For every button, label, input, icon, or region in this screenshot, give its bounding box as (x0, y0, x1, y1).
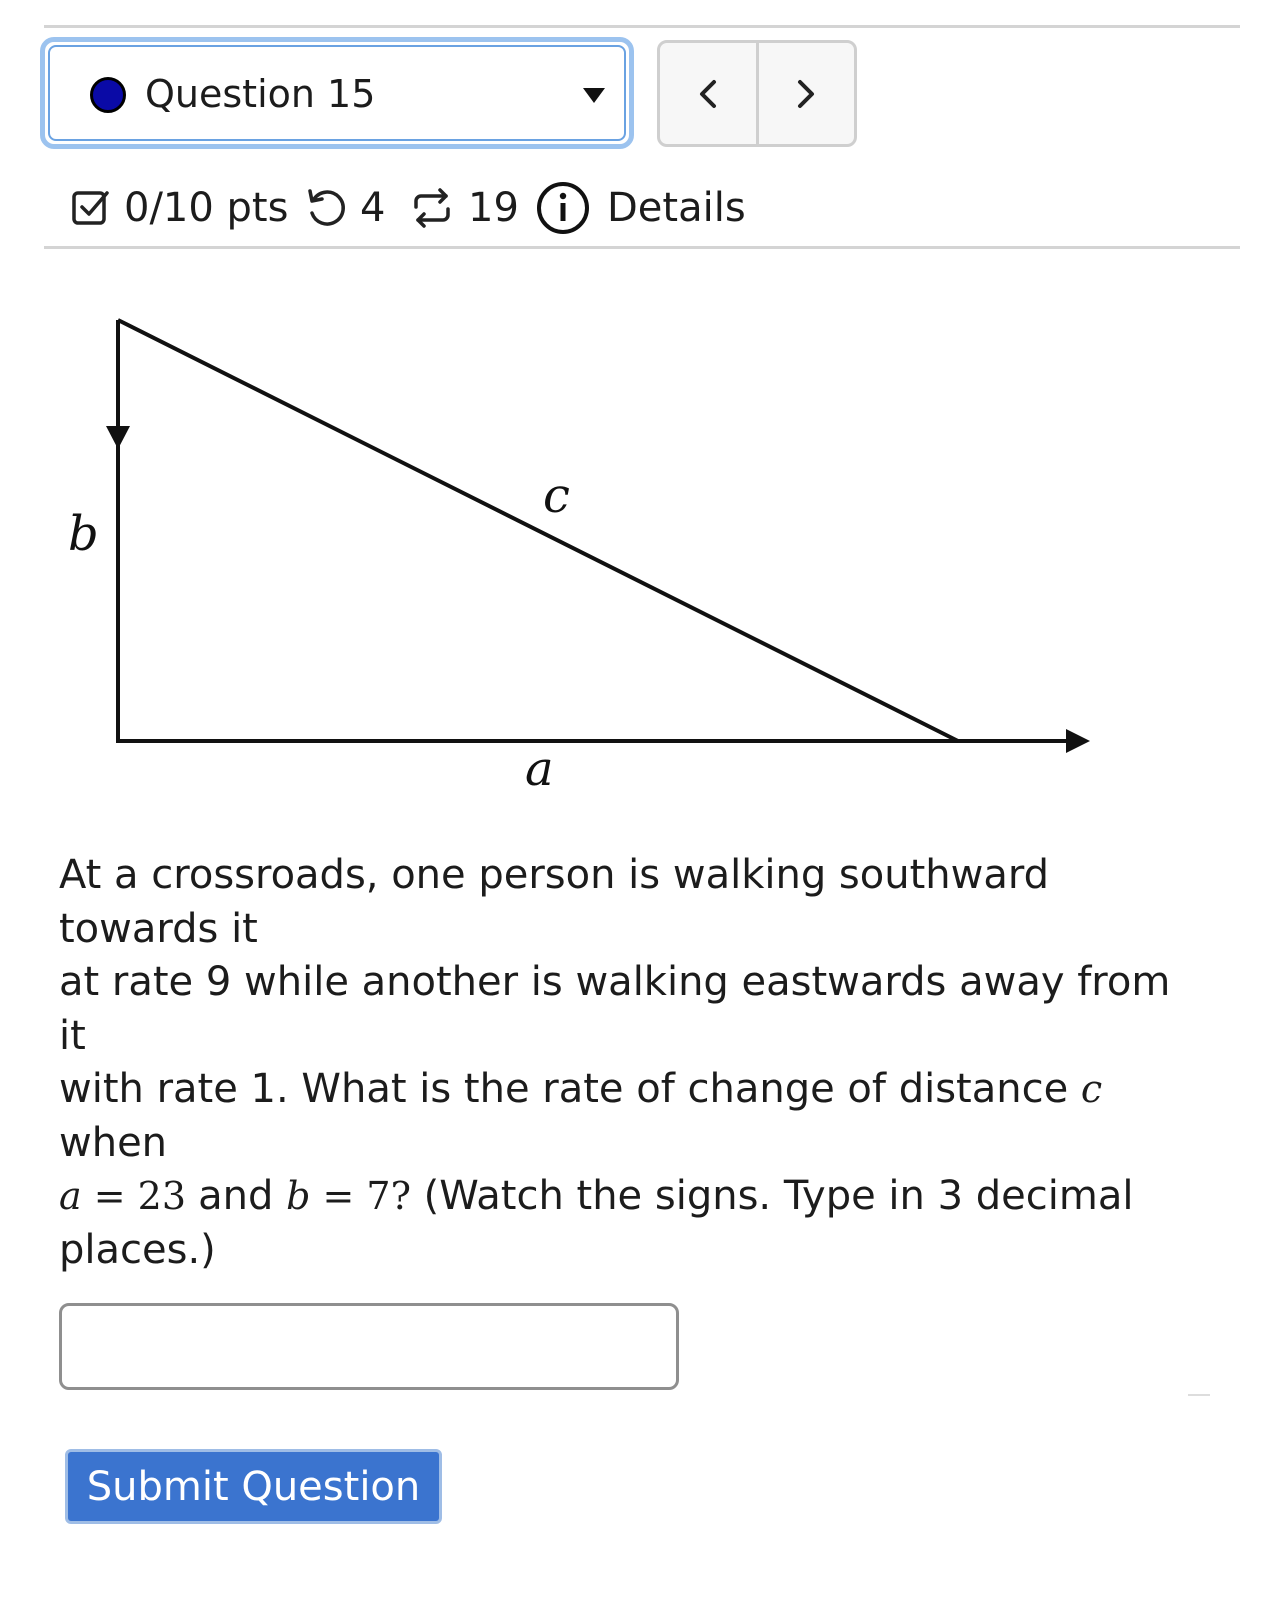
details-label: Details (607, 185, 746, 231)
problem-line-2: at rate 9 while another is walking eastwards away from it (59, 959, 1171, 1059)
submit-question-button[interactable]: Submit Question (65, 1449, 442, 1524)
problem-line-3-pre: with rate 1. What is the rate of change of distance (59, 1066, 1081, 1112)
variable-c: c (1080, 1067, 1103, 1111)
arrow-right-icon (1066, 729, 1090, 753)
and-word: and (198, 1173, 287, 1219)
variable-b: b (286, 1174, 311, 1218)
label-c: c (543, 468, 570, 524)
problem-line-5: places.) (59, 1226, 216, 1273)
answer-input[interactable] (59, 1303, 679, 1390)
side-c-line (118, 320, 958, 741)
attempts-count: 4 (360, 185, 386, 231)
label-b: b (68, 506, 99, 562)
label-a: a (525, 741, 554, 797)
score-text: 0/10 pts (124, 185, 289, 231)
problem-line-3 (59, 1063, 1189, 1170)
problem-statement (59, 849, 1189, 1277)
arrow-down-icon (106, 426, 130, 449)
equals-23: = 23 (81, 1174, 199, 1218)
problem-line-3-post: when (59, 1119, 168, 1166)
variable-a: a (59, 1174, 82, 1218)
faint-divider (1188, 1394, 1210, 1396)
equals-7: = 7? (310, 1174, 411, 1218)
question-select-label: Question 15 (145, 72, 376, 116)
problem-line-4 (59, 1170, 1189, 1224)
versions-count: 19 (468, 185, 519, 231)
problem-line-1: At a crossroads, one person is walking southward towards it (59, 852, 1049, 952)
problem-line-4-post: (Watch the signs. Type in 3 decimal (410, 1173, 1134, 1219)
